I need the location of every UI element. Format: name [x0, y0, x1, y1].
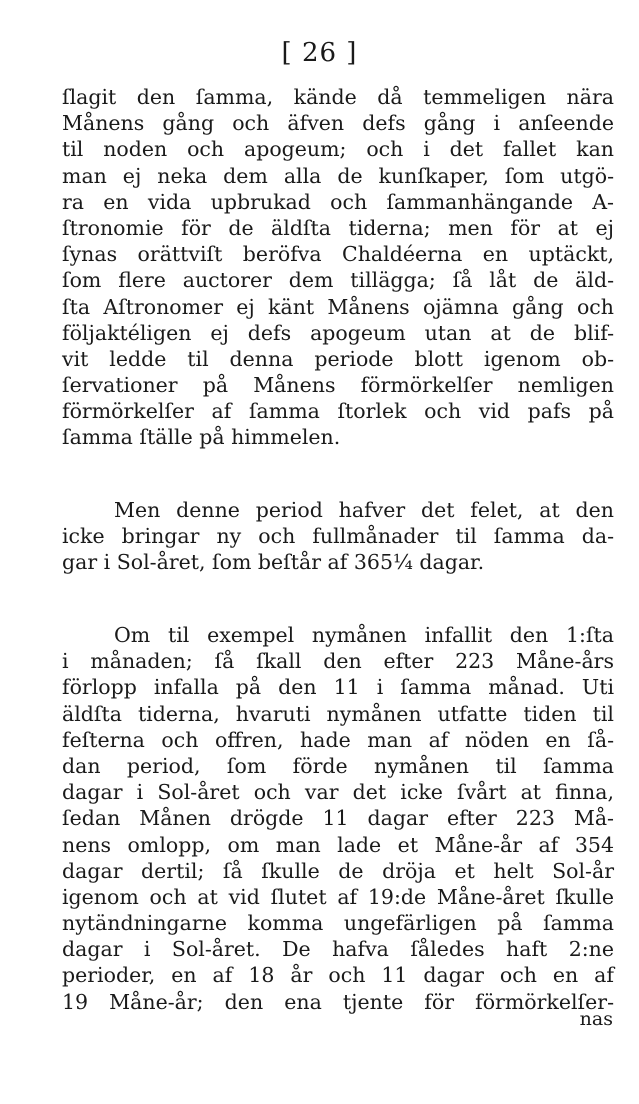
text-line: Månens gång och äfven defs gång i anſeende: [62, 111, 614, 136]
text-line: ſlagit den ſamma, kände då temmeligen nära: [62, 85, 614, 109]
paragraph-2: [62, 497, 614, 576]
text-line: dan period, ſom förde nymånen til ſamma: [62, 753, 614, 778]
text-line: feſterna och offren, hade man af nöden en ſå-: [62, 727, 614, 752]
text-line: ſervationer på Månens förmörkelſer nemligen: [62, 373, 614, 398]
text-line: dagar dertil; ſå ſkulle de dröja et helt Sol-år: [62, 858, 614, 883]
text-line: vit ledde til denna periode blott igenom ob-: [62, 346, 614, 371]
text-line: perioder, en af 18 år och 11 dagar och en af: [62, 963, 614, 988]
text-line: 19 Måne-år; den ena tjente för förmörkelſer-: [62, 989, 614, 1014]
text-line: i månaden; ſå ſkall den efter 223 Måne-års: [62, 649, 614, 674]
text-line: til noden och apogeum; och i det fallet kan: [62, 137, 614, 162]
text-line: ra en vida upbrukad och ſammanhängande A-: [62, 189, 614, 214]
text-line: ſynas orättviſt beröfva Chaldéerna en uptäckt,: [62, 242, 614, 267]
text-line: Men denne period hafver det felet, at den: [114, 498, 614, 522]
text-line: förmörkelſer af ſamma ſtorlek och vid pafs på: [62, 399, 614, 424]
paragraph-3: [62, 622, 614, 1015]
text-line: ſamma ſtälle på himmelen.: [62, 425, 341, 450]
text-line: nytändningarne komma ungefärligen på ſamma: [62, 911, 614, 936]
text-line: igenom och at vid ſlutet af 19:de Måne-året ſkulle: [62, 884, 614, 909]
text-line: Om til exempel nymånen infallit den 1:ſta: [114, 623, 614, 647]
text-line: äldſta tiderna, hvaruti nymånen utfatte tiden til: [62, 701, 614, 726]
text-line: dagar i Sol-året. De hafva ſåledes haft 2:ne: [62, 937, 614, 962]
text-line: dagar i Sol-året och var det icke ſvårt at finna,: [62, 780, 614, 805]
text-line: icke bringar ny och fullmånader til ſamma da-: [62, 524, 614, 549]
paragraph-1: [62, 84, 614, 451]
text-line: ſta Aſtronomer ej känt Månens ojämna gång och: [62, 294, 614, 319]
text-line: ſtronomie för de äldſta tiderna; men för at ej: [62, 215, 614, 240]
page-number: [ 26 ]: [281, 38, 358, 68]
text-line: nens omlopp, om man lade et Måne-år af 354: [62, 832, 614, 857]
catchword: nas: [579, 1008, 613, 1030]
text-line: följaktéligen ej defs apogeum utan at de blif-: [62, 320, 614, 345]
text-line: ſom flere auctorer dem tillägga; ſå låt de äld-: [62, 268, 614, 293]
text-line: gar i Sol-året, ſom beſtår af 365¼ dagar.: [62, 550, 485, 575]
text-line: ſedan Månen drögde 11 dagar efter 223 Må-: [62, 806, 614, 831]
text-line: förlopp infalla på den 11 i ſamma månad. Uti: [62, 675, 614, 700]
text-line: man ej neka dem alla de kunſkaper, ſom utgö-: [62, 163, 614, 188]
